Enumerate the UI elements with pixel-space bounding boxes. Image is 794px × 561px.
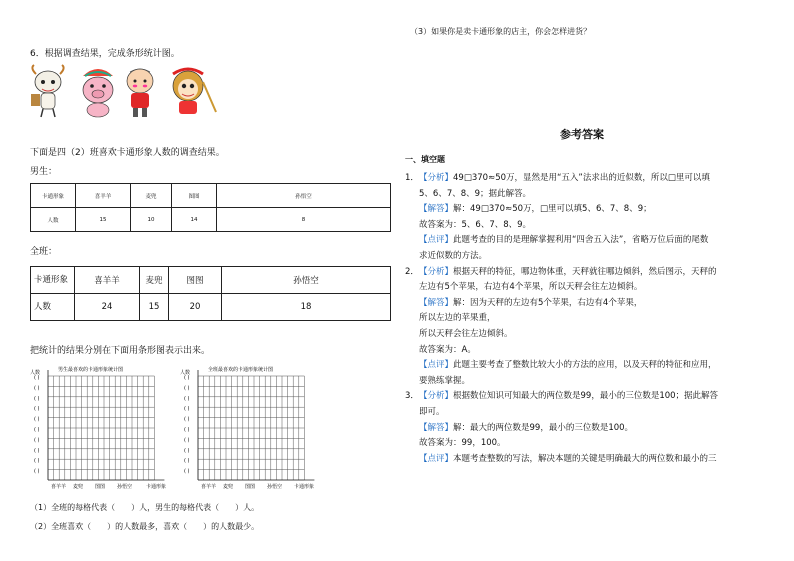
class-table-count-row bbox=[31, 294, 391, 321]
y-tick-blank: ( ) bbox=[184, 437, 190, 444]
boys-table-header-row bbox=[31, 184, 391, 208]
class-table-name: 孙悟空 bbox=[222, 267, 391, 294]
class-table-header-row bbox=[31, 267, 391, 294]
class-table bbox=[30, 266, 391, 321]
answer-number: 3． bbox=[405, 391, 419, 402]
answer-tag: 【点评】 bbox=[419, 360, 454, 371]
answer-line bbox=[405, 312, 496, 324]
y-tick-blank: ( ) bbox=[184, 447, 190, 454]
answer-tag: 【点评】 bbox=[419, 453, 454, 464]
y-tick-blank: ( ) bbox=[34, 395, 40, 402]
y-tick-blank: ( ) bbox=[184, 395, 190, 402]
answer-text: 解：最大的两位数是99，最小的三位数是100。 bbox=[453, 422, 634, 433]
pig-character-image bbox=[83, 69, 113, 117]
boys-table-name: 孙悟空 bbox=[217, 184, 391, 208]
answer-tag: 【分析】 bbox=[419, 391, 454, 402]
answer-line bbox=[405, 406, 445, 418]
answer-text: 解：因为天秤的左边有5个苹果，右边有4个苹果， bbox=[453, 297, 643, 308]
boys-table-count: 15 bbox=[76, 208, 131, 232]
boys-chart-categories bbox=[51, 483, 132, 490]
answer-text: 故答案为：A。 bbox=[419, 344, 476, 355]
answer-text: 根据数位知识可知最大的两位数是99，最小的三位数是100；据此解答 bbox=[453, 391, 719, 402]
answer-line bbox=[405, 297, 642, 309]
y-tick-blank: ( ) bbox=[184, 458, 190, 465]
boys-bar-chart bbox=[28, 362, 172, 492]
y-tick-blank: ( ) bbox=[184, 468, 190, 475]
answers-title: 参考答案 bbox=[560, 128, 604, 141]
answer-text: 所以左边的苹果重， bbox=[419, 313, 496, 324]
answer-text: 5、6、7、8、9；据此解答。 bbox=[419, 188, 532, 199]
y-tick-blank: ( ) bbox=[34, 416, 40, 423]
y-tick-blank: ( ) bbox=[184, 385, 190, 392]
answer-line bbox=[405, 390, 718, 402]
answer-text: 此题主要考查了整数比较大小的方法的应用，以及天秤的特征和应用， bbox=[453, 360, 717, 371]
answer-tag: 【解答】 bbox=[419, 297, 454, 308]
answer-text: 求近似数的方法。 bbox=[419, 251, 488, 261]
answer-text: 所以天秤会往左边倾斜。 bbox=[419, 329, 513, 339]
y-tick-blank: ( ) bbox=[184, 416, 190, 423]
class-label: 全班： bbox=[30, 247, 58, 257]
category-label: 麦兜 bbox=[223, 484, 234, 490]
answer-text: 故答案为：5、6、7、8、9。 bbox=[419, 219, 532, 230]
cartoon-characters bbox=[28, 64, 218, 119]
class-table-count: 24 bbox=[75, 294, 140, 321]
answer-line bbox=[405, 281, 642, 293]
y-tick-blank: ( ) bbox=[34, 458, 40, 465]
class-table-name: 喜羊羊 bbox=[75, 267, 140, 294]
chart-instruction: 把统计的结果分别在下面用条形图表示出来。 bbox=[30, 346, 211, 356]
category-label: 喜羊羊 bbox=[51, 484, 67, 490]
boys-table-name: 麦兜 bbox=[131, 184, 172, 208]
boys-chart-grid bbox=[48, 370, 164, 480]
survey-intro: 下面是四（2）班喜欢卡通形象人数的调查结果。 bbox=[30, 148, 225, 158]
class-table-count: 18 bbox=[222, 294, 391, 321]
class-chart-y-ticks bbox=[184, 375, 190, 475]
answer-number: 2． bbox=[405, 266, 419, 277]
class-table-name: 图图 bbox=[169, 267, 222, 294]
category-label: 喜羊羊 bbox=[201, 484, 217, 490]
boys-table-count: 14 bbox=[172, 208, 217, 232]
class-chart-grid bbox=[198, 370, 314, 480]
y-tick-blank: ( ) bbox=[34, 375, 40, 381]
category-label: 图图 bbox=[95, 484, 106, 490]
y-tick-blank: ( ) bbox=[34, 385, 40, 392]
answer-line bbox=[405, 234, 708, 246]
answer-text: 左边有5个苹果，右边有4个苹果，所以天秤会往左边倾斜。 bbox=[419, 282, 643, 293]
y-tick-blank: ( ) bbox=[34, 437, 40, 444]
class-chart-y-label: 人数 bbox=[180, 370, 191, 376]
boys-table-header-label: 卡通形象 bbox=[31, 184, 76, 208]
y-tick-blank: ( ) bbox=[184, 375, 190, 381]
class-table-name: 麦兜 bbox=[140, 267, 169, 294]
answer-line bbox=[405, 203, 652, 215]
answer-line bbox=[405, 328, 513, 340]
boys-chart-x-label: 卡通形象 bbox=[146, 484, 167, 490]
class-table-row-label: 人数 bbox=[31, 294, 75, 321]
boys-table-count: 10 bbox=[131, 208, 172, 232]
answer-line bbox=[405, 188, 531, 200]
class-table-header-label: 卡通形象 bbox=[31, 267, 75, 294]
answer-tag: 【点评】 bbox=[419, 235, 454, 246]
answer-tag: 【解答】 bbox=[419, 204, 454, 215]
answer-text: 本题考查整数的写法，解决本题的关键是明确最大的两位数和最小的三 bbox=[453, 453, 717, 464]
class-chart-categories bbox=[201, 483, 282, 490]
monkey-king-character-image bbox=[173, 69, 216, 114]
y-tick-blank: ( ) bbox=[184, 427, 190, 433]
boys-chart-y-label: 人数 bbox=[30, 370, 41, 376]
answer-text: 解：49□370≈50万，□里可以填5、6、7、8、9； bbox=[453, 204, 652, 215]
sub-question-2: （2）全班喜欢（ ）的人数最多，喜欢（ ）的人数最少。 bbox=[30, 522, 260, 531]
sub-question-3: （3）如果你是卖卡通形象的店主，你会怎样进货？ bbox=[410, 27, 592, 36]
answer-line bbox=[405, 266, 717, 278]
category-label: 图图 bbox=[245, 484, 256, 490]
y-tick-blank: ( ) bbox=[34, 468, 40, 475]
answer-line bbox=[405, 437, 506, 449]
y-tick-blank: ( ) bbox=[184, 406, 190, 413]
answer-line bbox=[405, 375, 470, 387]
answers-section-title: 一、填空题 bbox=[405, 155, 445, 164]
boys-table-name: 喜羊羊 bbox=[76, 184, 131, 208]
category-label: 麦兜 bbox=[73, 484, 84, 490]
answer-tag: 【分析】 bbox=[419, 266, 454, 277]
boys-table-name: 图图 bbox=[172, 184, 217, 208]
answer-line bbox=[405, 453, 717, 465]
category-label: 孙悟空 bbox=[267, 484, 283, 490]
category-label: 孙悟空 bbox=[117, 484, 133, 490]
answer-text: 要熟练掌握。 bbox=[419, 375, 471, 386]
answer-line bbox=[405, 219, 531, 231]
answer-text: 即可。 bbox=[419, 407, 445, 417]
answer-line bbox=[405, 359, 717, 371]
answer-line bbox=[405, 250, 487, 262]
answer-line bbox=[405, 422, 633, 434]
boys-label: 男生： bbox=[30, 167, 58, 177]
boys-chart-y-ticks bbox=[34, 375, 40, 475]
boys-table bbox=[30, 183, 391, 232]
answer-line bbox=[405, 344, 476, 356]
class-table-count: 20 bbox=[169, 294, 222, 321]
class-bar-chart bbox=[178, 362, 328, 492]
boys-table-count: 8 bbox=[217, 208, 391, 232]
answer-line bbox=[405, 172, 710, 184]
answer-text: 此题考查的目的是理解掌握利用“四舍五入法”，省略万位后面的尾数 bbox=[453, 235, 709, 246]
boys-table-count-row bbox=[31, 208, 391, 232]
answer-text: 故答案为：99，100。 bbox=[419, 438, 506, 449]
y-tick-blank: ( ) bbox=[34, 406, 40, 413]
answer-tag: 【分析】 bbox=[419, 173, 454, 183]
y-tick-blank: ( ) bbox=[34, 447, 40, 454]
class-chart-x-label: 卡通形象 bbox=[294, 484, 315, 490]
class-chart-title: 全班最喜欢的卡通形象统计图 bbox=[208, 367, 274, 373]
boy-character-image bbox=[127, 69, 153, 117]
answer-text: 49□370≈50万，显然是用“五入”法求出的近似数，所以□里可以填 bbox=[453, 173, 710, 183]
boys-chart-title: 男生最喜欢的卡通形象统计图 bbox=[58, 367, 124, 373]
sheep-character-image bbox=[31, 65, 64, 117]
answer-number: 1． bbox=[405, 173, 419, 183]
sub-question-1: （1）全班的每格代表（ ）人，男生的每格代表（ ）人。 bbox=[30, 503, 260, 512]
answer-tag: 【解答】 bbox=[419, 422, 454, 433]
y-tick-blank: ( ) bbox=[34, 427, 40, 433]
question-6-title: 6．根据调查结果，完成条形统计图。 bbox=[30, 49, 180, 59]
boys-table-row-label: 人数 bbox=[31, 208, 76, 232]
answer-text: 根据天秤的特征，哪边物体重，天秤就往哪边倾斜，然后图示，天秤的 bbox=[453, 266, 717, 277]
class-table-count: 15 bbox=[140, 294, 169, 321]
